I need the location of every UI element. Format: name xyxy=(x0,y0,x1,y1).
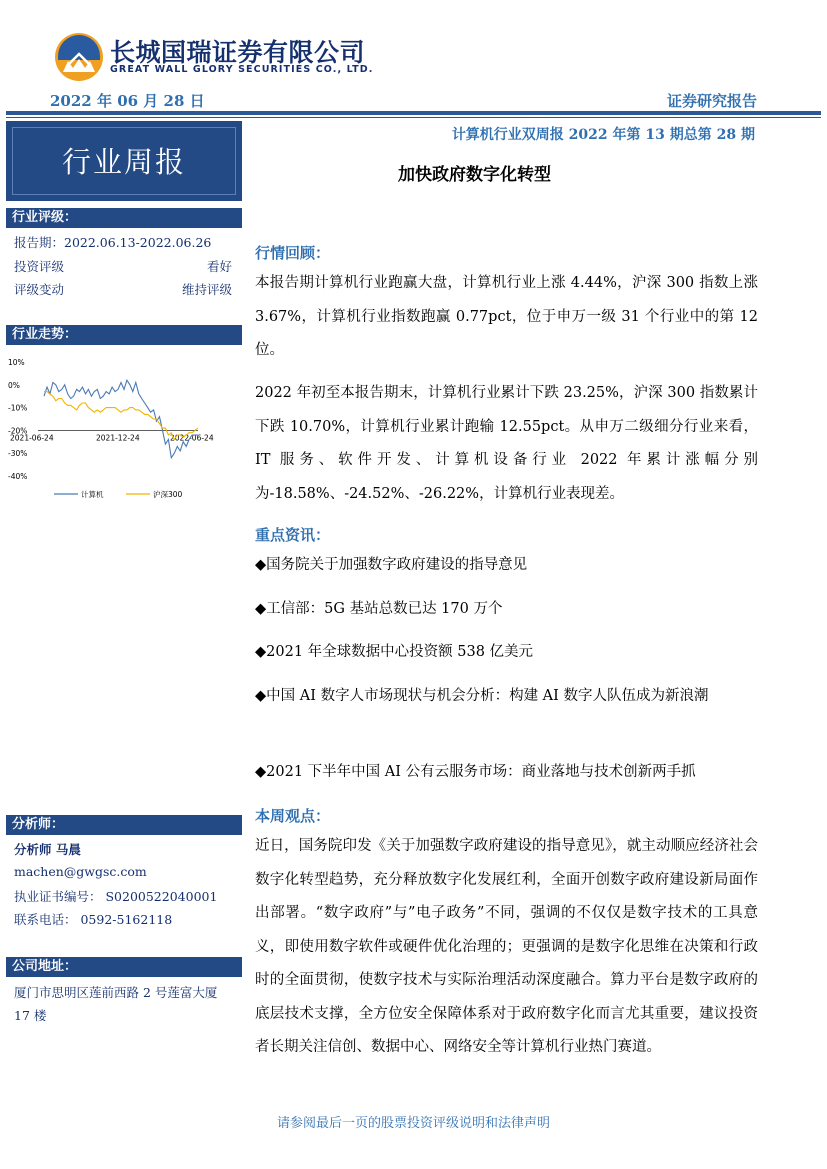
y-tick-label: -10% xyxy=(8,403,28,413)
news-item: ◆中国 AI 数字人市场现状与机会分析：构建 AI 数字人队伍成为新浪潮 xyxy=(255,688,709,704)
y-tick-label: -20% xyxy=(8,426,28,436)
rating-value: 看好 xyxy=(206,259,232,274)
analyst-section-header: 分析师： xyxy=(6,815,242,835)
y-tick-label: 0% xyxy=(8,380,20,390)
market-review-header: 行情回顾： xyxy=(255,244,331,262)
key-news-header: 重点资讯： xyxy=(255,526,331,544)
analyst-name: 分析师 马晨 xyxy=(14,842,81,857)
company-name-cn: 长城国瑞证券有限公司 xyxy=(110,38,366,67)
news-item: ◆2021 年全球数据中心投资额 538 亿美元 xyxy=(255,644,534,660)
news-item: ◆国务院关于加强数字政府建设的指导意见 xyxy=(255,557,528,573)
legend-label: 沪深300 xyxy=(153,490,183,499)
y-tick-label: 10% xyxy=(8,358,25,367)
weekly-title-box xyxy=(6,121,242,201)
address-section-header: 公司地址： xyxy=(6,957,242,977)
industry-trend-chart xyxy=(6,350,242,510)
legend-label: 计算机 xyxy=(81,490,104,499)
series-line xyxy=(44,380,198,458)
weekly-title: 行业周报 xyxy=(61,145,186,179)
company-name-en: GREAT WALL GLORY SECURITIES CO., LTD. xyxy=(110,64,374,75)
disclaimer-footer[interactable]: 请参阅最后一页的股票投资评级说明和法律声明 xyxy=(276,1116,550,1131)
trend-section-header: 行业走势： xyxy=(6,325,242,345)
y-tick-label: -40% xyxy=(8,472,28,481)
analyst-phone: 联系电话： 0592-5162118 xyxy=(14,912,173,927)
company-address: 厦门市思明区莲前西路 2 号莲富大厦 17 楼 xyxy=(14,985,218,1023)
news-item: ◆2021 下半年中国 AI 公有云服务市场：商业落地与技术创新两手抓 xyxy=(255,764,696,780)
header-divider-thin xyxy=(6,117,821,118)
rating-section-header: 行业评级： xyxy=(6,208,242,228)
x-tick-label: 2021-06-24 xyxy=(10,433,54,443)
weekly-view-header: 本周观点： xyxy=(255,807,331,825)
rating-change-label: 评级变动 xyxy=(14,282,65,297)
news-item: ◆工信部：5G 基站总数已达 170 万个 xyxy=(255,601,503,617)
x-tick-label: 2022-06-24 xyxy=(170,433,214,443)
weekly-title-frame xyxy=(12,127,236,195)
rating-label: 投资评级 xyxy=(14,259,65,274)
report-title: 加快政府数字化转型 xyxy=(398,165,551,185)
report-date: 2022 年 06 月 28 日 xyxy=(50,92,205,110)
weekly-view-paragraph: 近日，国务院印发《关于加强数字政府建设的指导意见》，就主动顺应经济社会数字化转型趋势，充分释放数字化发展红利，全面开创数字政府建设新局面作出部署。“数字政府”与”电子政务”不同，强调的不仅仅是数字技术的工具意义，即使用数字软件或硬件优化治理的；更强调的是数字化思维在决策和行政时的全面贯彻，使数字技术与实际治理活动深度融合。算力平台是数字政府的底层技术支撑，全方位安全保障体系对于政府数字化而言尤其重要，建议投资者长期关注信创、数据中心、网络安全等计算机行业热门赛道。 xyxy=(255,838,758,1055)
report-period: 报告期：2022.06.13-2022.06.26 xyxy=(14,235,212,250)
header-divider xyxy=(6,111,821,115)
market-review-paragraph-1: 本报告期计算机行业跑赢大盘，计算机行业上涨 4.44%，沪深 300 指数上涨 3.67%，计算机行业指数跑赢 0.77pct，位于申万一级 31 个行业中的第 12 位。 xyxy=(255,275,758,358)
report-subtitle: 计算机行业双周报 2022 年第 13 期总第 28 期 xyxy=(451,127,755,143)
report-type-label: 证券研究报告 xyxy=(666,92,757,110)
x-tick-label: 2021-12-24 xyxy=(96,433,140,443)
analyst-license: 执业证书编号： S0200522040001 xyxy=(14,889,218,904)
market-review-paragraph-2: 2022 年初至本报告期末，计算机行业累计下跌 23.25%，沪深 300 指数累计下跌 10.70%，计算机行业累计跑输 12.55pct。从申万二级细分行业来看，IT 服务、软件开发、计算机设备行业 2022 年累计涨幅分别为-18.58%、-24.52%、-26.22%，计算机行业表现差。 xyxy=(255,385,758,502)
company-logo-icon xyxy=(54,32,104,82)
y-tick-label: -30% xyxy=(8,449,28,459)
analyst-email[interactable]: machen@gwgsc.com xyxy=(14,864,147,879)
rating-change-value: 维持评级 xyxy=(181,282,232,297)
